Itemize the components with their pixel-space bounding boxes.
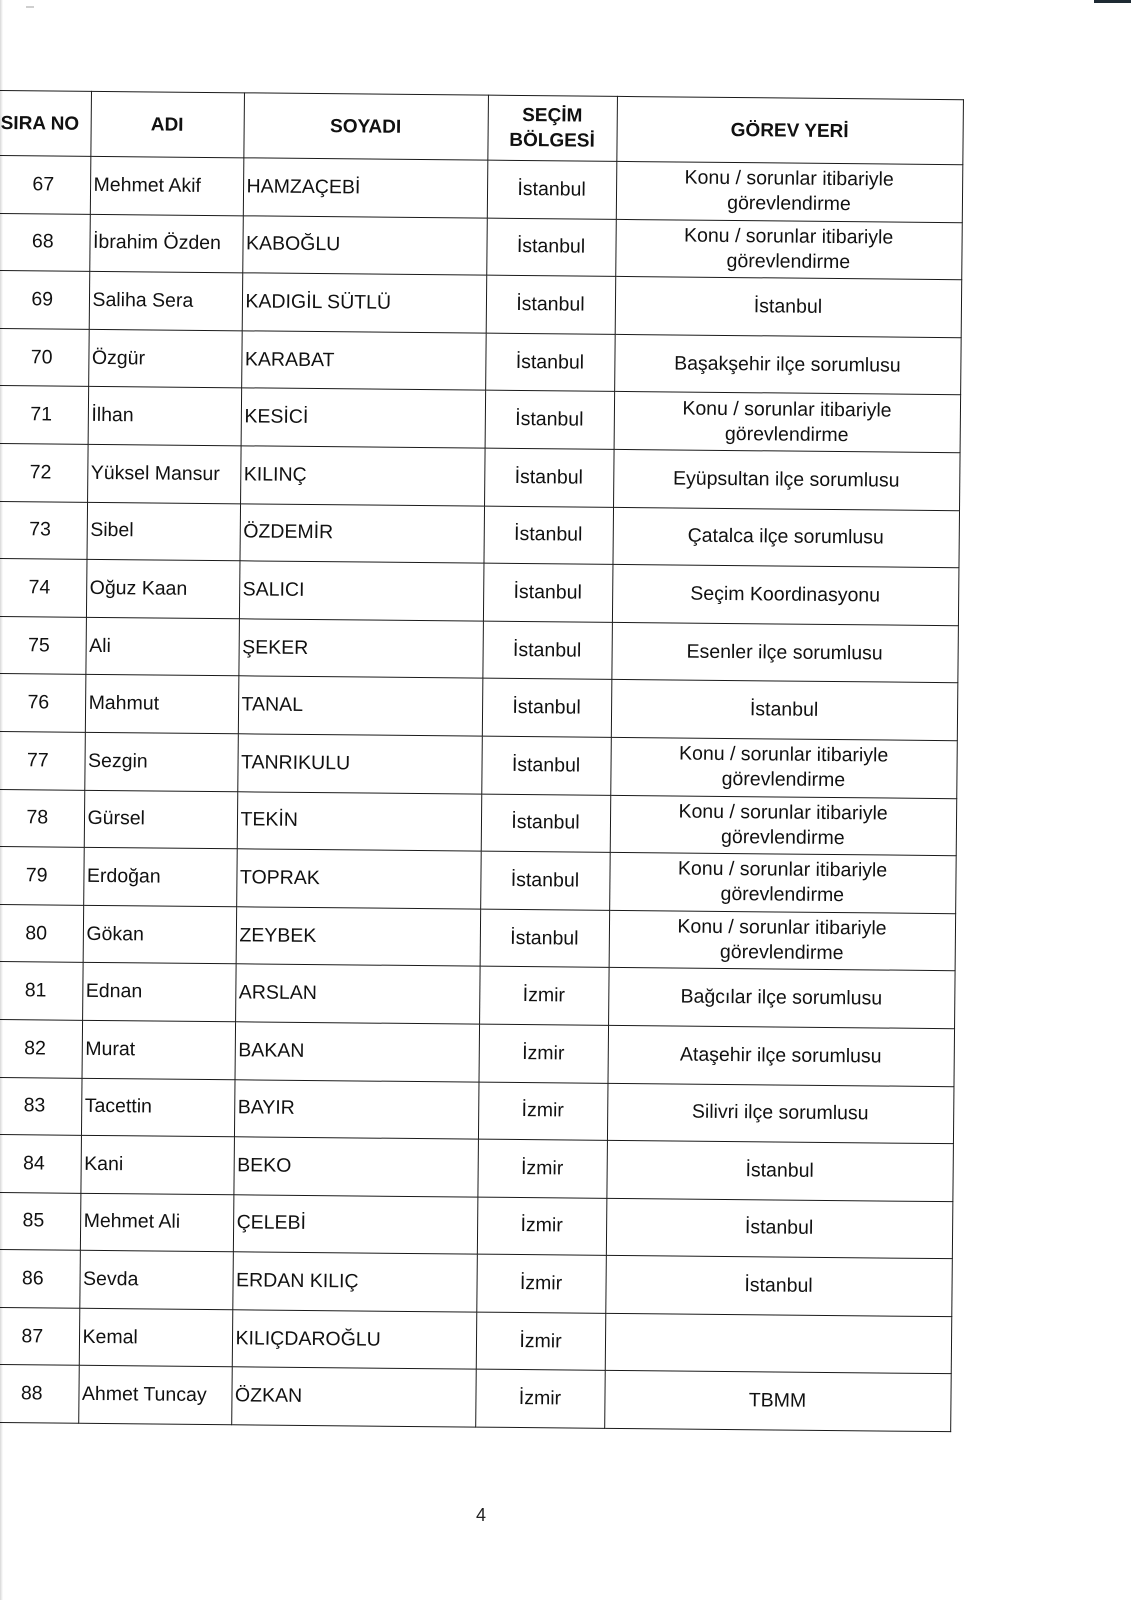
- cell-sira-no: 71: [0, 386, 88, 444]
- cell-soyadi: ÖZKAN: [231, 1367, 476, 1427]
- cell-sira-no: 75: [0, 616, 86, 674]
- cell-soyadi: TANAL: [238, 676, 483, 736]
- table-row: [0, 674, 957, 741]
- cell-soyadi: BAYIR: [234, 1079, 479, 1139]
- gorev-yeri-line2: görevlendirme: [724, 422, 849, 446]
- cell-adi: Oğuz Kaan: [86, 559, 240, 618]
- cell-sira-no: 78: [0, 789, 84, 847]
- assignment-table: [0, 90, 963, 1432]
- cell-adi: Gökan: [83, 905, 237, 964]
- table-row: [0, 155, 962, 222]
- cell-adi: Ali: [85, 617, 239, 676]
- cell-sira-no: 73: [0, 501, 87, 559]
- header-secim-bolgesi: [487, 95, 617, 161]
- cell-sira-no: 72: [0, 443, 88, 501]
- cell-secim-bolgesi: İstanbul: [483, 506, 613, 565]
- cell-adi: Mehmet Ali: [80, 1193, 234, 1252]
- table-row: [0, 616, 958, 683]
- cell-soyadi: ERDAN KILIÇ: [232, 1252, 477, 1312]
- cell-adi: Murat: [82, 1020, 236, 1079]
- cell-secim-bolgesi: İstanbul: [481, 736, 611, 795]
- gorev-yeri-line2: görevlendirme: [726, 249, 851, 274]
- cell-soyadi: KILIÇDAROĞLU: [232, 1310, 477, 1370]
- gorev-yeri-line2: görevlendirme: [719, 940, 844, 965]
- cell-adi: Özgür: [88, 329, 242, 388]
- cell-adi: Mehmet Akif: [90, 156, 244, 215]
- cell-gorev-yeri: [615, 219, 962, 280]
- cell-gorev-yeri: [612, 507, 959, 568]
- cell-sira-no: 82: [0, 1019, 82, 1077]
- table-row: [0, 328, 961, 395]
- cell-secim-bolgesi: İzmir: [479, 966, 609, 1025]
- table-row: [0, 904, 955, 971]
- cell-gorev-yeri: [610, 737, 957, 798]
- cell-sira-no: 79: [0, 847, 84, 905]
- gorev-yeri-line1: Başakşehir ilçe sorumlusu: [674, 352, 901, 377]
- gorev-yeri-line1: Ataşehir ilçe sorumlusu: [679, 1043, 882, 1068]
- gorev-yeri-line2: görevlendirme: [720, 883, 845, 907]
- cell-soyadi: SALICI: [239, 561, 484, 621]
- table-row: [0, 1019, 954, 1086]
- scan-speck: [26, 6, 34, 8]
- cell-adi: Mahmut: [85, 675, 239, 734]
- cell-secim-bolgesi: İzmir: [476, 1254, 606, 1313]
- cell-soyadi: KARABAT: [241, 331, 486, 391]
- cell-soyadi: ÖZDEMİR: [239, 503, 484, 563]
- gorev-yeri-line1: İstanbul: [753, 295, 823, 318]
- header-secim-bolgesi-line2: BÖLGESİ: [509, 129, 595, 152]
- cell-soyadi: ŞEKER: [238, 619, 483, 679]
- cell-adi: İlhan: [88, 387, 242, 446]
- table-row: [0, 1250, 952, 1317]
- gorev-yeri-line1: TBMM: [748, 1389, 807, 1413]
- table-row: [0, 271, 961, 338]
- cell-gorev-yeri: [607, 1025, 954, 1086]
- scan-corner-mark: [1094, 0, 1131, 3]
- cell-gorev-yeri: [606, 1140, 953, 1201]
- cell-secim-bolgesi: İzmir: [475, 1370, 605, 1429]
- cell-sira-no: 81: [0, 962, 83, 1020]
- cell-gorev-yeri: [616, 161, 963, 222]
- cell-soyadi: KADIGİL SÜTLÜ: [242, 273, 487, 333]
- gorev-yeri-line1: Konu / sorunlar itibariyle: [682, 397, 892, 422]
- cell-secim-bolgesi: İstanbul: [480, 909, 610, 968]
- cell-adi: Saliha Sera: [89, 272, 243, 331]
- cell-gorev-yeri: [615, 277, 962, 338]
- gorev-yeri-line1: İstanbul: [744, 1274, 813, 1297]
- cell-sira-no: 85: [0, 1192, 80, 1250]
- gorev-yeri-line1: İstanbul: [744, 1216, 814, 1240]
- cell-soyadi: HAMZAÇEBİ: [243, 158, 488, 218]
- cell-sira-no: 70: [0, 328, 89, 386]
- cell-gorev-yeri: [611, 622, 958, 683]
- table-row: [0, 731, 957, 798]
- table-row: [0, 386, 960, 453]
- cell-secim-bolgesi: İstanbul: [485, 333, 615, 392]
- cell-sira-no: 74: [0, 559, 86, 617]
- cell-sira-no: 87: [0, 1307, 79, 1365]
- table-row: [0, 213, 962, 280]
- gorev-yeri-line1: Çatalca ilçe sorumlusu: [687, 524, 884, 549]
- table-row: [0, 1307, 951, 1374]
- cell-soyadi: ZEYBEK: [236, 907, 481, 967]
- cell-adi: Erdoğan: [83, 847, 237, 906]
- cell-gorev-yeri: [613, 449, 960, 510]
- cell-sira-no: 67: [0, 155, 90, 213]
- cell-secim-bolgesi: İzmir: [479, 1024, 609, 1083]
- cell-sira-no: 88: [0, 1365, 79, 1423]
- gorev-yeri-line1: Konu / sorunlar itibariyle: [684, 166, 894, 191]
- cell-secim-bolgesi: İstanbul: [484, 448, 614, 507]
- cell-adi: Sibel: [86, 502, 240, 561]
- cell-gorev-yeri: [612, 565, 959, 626]
- gorev-yeri-line1: Konu / sorunlar itibariyle: [683, 224, 894, 249]
- cell-gorev-yeri: [604, 1371, 951, 1432]
- cell-sira-no: 84: [0, 1135, 81, 1193]
- page-number: 4: [476, 1505, 487, 1525]
- header-soyadi: SOYADI: [243, 93, 488, 160]
- cell-secim-bolgesi: İstanbul: [481, 794, 611, 853]
- cell-adi: Tacettin: [81, 1078, 235, 1137]
- cell-sira-no: 77: [0, 731, 85, 789]
- gorev-yeri-line1: Esenler ilçe sorumlusu: [686, 640, 883, 665]
- cell-secim-bolgesi: İstanbul: [482, 621, 612, 680]
- cell-soyadi: TOPRAK: [236, 849, 481, 909]
- cell-gorev-yeri: [608, 968, 955, 1029]
- cell-soyadi: KILINÇ: [240, 446, 485, 506]
- table-row: [0, 1192, 952, 1259]
- header-sira-no: SIRA NO: [0, 90, 91, 156]
- cell-adi: Kani: [80, 1135, 234, 1194]
- cell-secim-bolgesi: İstanbul: [482, 678, 612, 737]
- table-row: [0, 1077, 953, 1144]
- cell-sira-no: 76: [0, 674, 85, 732]
- cell-adi: Ahmet Tuncay: [78, 1366, 232, 1425]
- cell-secim-bolgesi: İstanbul: [486, 275, 616, 334]
- cell-sira-no: 86: [0, 1250, 80, 1308]
- cell-soyadi: KABOĞLU: [242, 215, 487, 275]
- cell-soyadi: TEKİN: [237, 791, 482, 851]
- gorev-yeri-line1: Konu / sorunlar itibariyle: [677, 857, 888, 882]
- cell-secim-bolgesi: İstanbul: [487, 160, 617, 219]
- gorev-yeri-line2: görevlendirme: [720, 825, 845, 849]
- table-row: [0, 443, 960, 510]
- cell-gorev-yeri: [609, 910, 956, 971]
- cell-secim-bolgesi: İstanbul: [483, 563, 613, 622]
- gorev-yeri-line2: görevlendirme: [721, 768, 846, 792]
- cell-soyadi: ARSLAN: [235, 964, 480, 1024]
- cell-sira-no: 80: [0, 904, 83, 962]
- cell-gorev-yeri: [614, 392, 961, 453]
- cell-secim-bolgesi: İzmir: [477, 1197, 607, 1256]
- table-row: [0, 559, 958, 626]
- table-row: [0, 847, 956, 914]
- cell-secim-bolgesi: İzmir: [478, 1082, 608, 1141]
- cell-sira-no: 83: [0, 1077, 82, 1135]
- cell-adi: Sezgin: [84, 732, 238, 791]
- table-row: [0, 1365, 951, 1432]
- table-body: [0, 155, 962, 1431]
- cell-secim-bolgesi: İstanbul: [485, 391, 615, 450]
- cell-soyadi: TANRIKULU: [237, 734, 482, 794]
- cell-adi: Sevda: [79, 1251, 233, 1310]
- cell-adi: Gürsel: [84, 790, 238, 849]
- cell-adi: Yüksel Mansur: [87, 444, 241, 503]
- cell-gorev-yeri: [607, 1083, 954, 1144]
- table-row: [0, 501, 959, 568]
- cell-secim-bolgesi: İstanbul: [480, 851, 610, 910]
- cell-soyadi: BEKO: [233, 1137, 478, 1197]
- cell-gorev-yeri: [614, 334, 961, 395]
- cell-secim-bolgesi: İzmir: [476, 1312, 606, 1371]
- cell-gorev-yeri: [611, 680, 958, 741]
- gorev-yeri-line1: Konu / sorunlar itibariyle: [678, 742, 889, 767]
- cell-gorev-yeri: [610, 795, 957, 856]
- gorev-yeri-line1: Seçim Koordinasyonu: [690, 582, 881, 607]
- table-row: [0, 1135, 953, 1202]
- header-gorev-yeri: GÖREV YERİ: [616, 96, 963, 164]
- table-row: [0, 789, 956, 856]
- gorev-yeri-line1: İstanbul: [745, 1159, 814, 1182]
- cell-adi: Ednan: [82, 963, 236, 1022]
- cell-soyadi: KESİCİ: [241, 388, 486, 448]
- gorev-yeri-line1: İstanbul: [749, 698, 819, 722]
- table-row: [0, 962, 955, 1029]
- cell-gorev-yeri: [605, 1256, 952, 1317]
- cell-gorev-yeri: [609, 852, 956, 913]
- header-adi: ADI: [90, 91, 244, 157]
- cell-adi: Kemal: [79, 1308, 233, 1367]
- cell-adi: İbrahim Özden: [89, 214, 243, 273]
- cell-soyadi: BAKAN: [235, 1022, 480, 1082]
- gorev-yeri-line2: görevlendirme: [727, 192, 851, 216]
- cell-secim-bolgesi: İzmir: [477, 1139, 607, 1198]
- gorev-yeri-line1: Konu / sorunlar itibariyle: [678, 800, 888, 825]
- gorev-yeri-line1: [612, 1342, 945, 1345]
- cell-sira-no: 69: [0, 271, 89, 329]
- gorev-yeri-line1: Bağcılar ilçe sorumlusu: [680, 985, 883, 1010]
- cell-sira-no: 68: [0, 213, 90, 271]
- cell-secim-bolgesi: İstanbul: [486, 218, 616, 277]
- cell-gorev-yeri: [606, 1198, 953, 1259]
- gorev-yeri-line1: Eyüpsultan ilçe sorumlusu: [672, 467, 900, 492]
- table-header-row: [0, 90, 963, 164]
- cell-soyadi: ÇELEBİ: [233, 1194, 478, 1254]
- gorev-yeri-line1: Konu / sorunlar itibariyle: [677, 915, 887, 940]
- cell-gorev-yeri: [605, 1313, 952, 1374]
- gorev-yeri-line1: Silivri ilçe sorumlusu: [691, 1100, 869, 1125]
- header-secim-bolgesi-line1: SEÇİM: [522, 104, 583, 127]
